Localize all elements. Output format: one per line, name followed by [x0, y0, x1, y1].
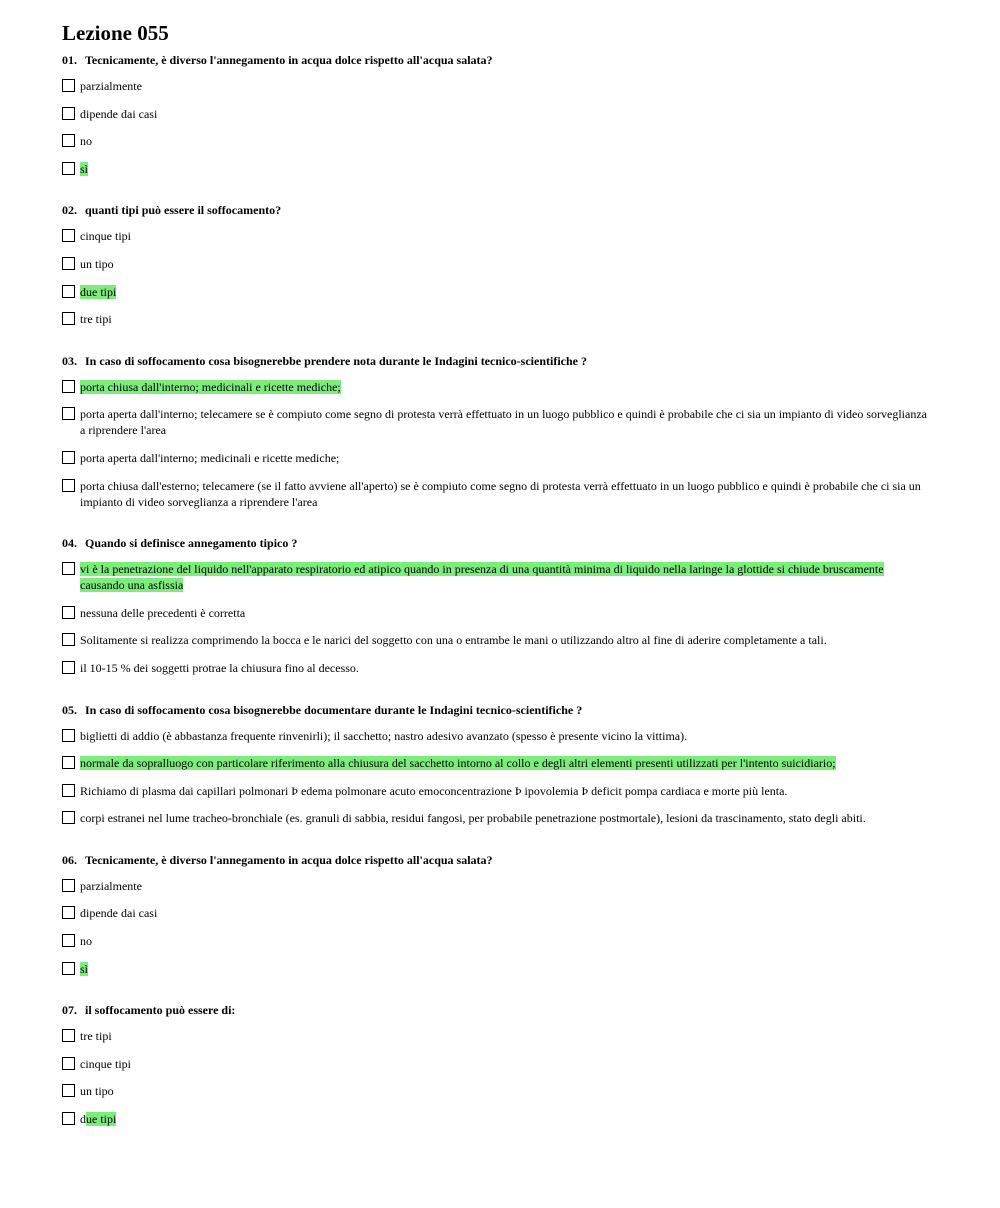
answer-checkbox[interactable] [62, 312, 75, 325]
answer-checkbox[interactable] [62, 479, 75, 492]
answer-checkbox[interactable] [62, 562, 75, 575]
answer-option [62, 783, 930, 799]
question-text: quanti tipi può essere il soffocamento? [85, 203, 282, 218]
answer-checkbox[interactable] [62, 229, 75, 242]
question-text: In caso di soffocamento cosa bisognerebbe prendere nota durante le Indagini tecnico-scientifiche ? [85, 353, 587, 368]
answer-option [62, 1028, 930, 1044]
answer-text: biglietti di addio (è abbastanza frequente rinvenirli); il sacchetto; nastro adesivo avanzato (spesso è presente vicino la vittima). [80, 728, 688, 743]
question-heading [62, 852, 930, 868]
question-spacer [62, 521, 930, 535]
question-text: In caso di soffocamento cosa bisognerebbe documentare durante le Indagini tecnico-scientifiche ? [85, 702, 583, 717]
answer-checkbox[interactable] [62, 729, 75, 742]
answer-text: tre tipi [80, 1029, 112, 1044]
answer-checkbox[interactable] [62, 661, 75, 674]
question-01 [62, 52, 930, 177]
answer-option [62, 311, 930, 327]
answer-option [62, 161, 930, 177]
answer-text: nessuna delle precedenti è corretta [80, 605, 246, 620]
question-03 [62, 353, 930, 510]
answer-checkbox[interactable] [62, 756, 75, 769]
question-list [62, 52, 930, 1127]
answer-checkbox[interactable] [62, 934, 75, 947]
answer-text: porta chiusa dall'esterno; telecamere (se il fatto avviene all'aperto) se è compiuto come segno di protesta verrà effettuato in un luogo pubblico e quindi è probabile che ci sia un impianto di video sorveglianza a riprendere l'area [80, 478, 921, 509]
answer-checkbox[interactable] [62, 606, 75, 619]
answer-checkbox[interactable] [62, 107, 75, 120]
question-05 [62, 702, 930, 827]
answer-option [62, 379, 930, 395]
answer-option [62, 878, 930, 894]
answer-option [62, 284, 930, 300]
answer-checkbox[interactable] [62, 79, 75, 92]
answer-option [62, 561, 930, 593]
answer-option [62, 406, 930, 438]
page-title: Lezione 055 [62, 21, 169, 45]
document-page [62, 20, 930, 1139]
question-heading [62, 353, 930, 369]
answer-text: no [80, 934, 92, 949]
answer-option [62, 660, 930, 676]
question-spacer [62, 988, 930, 1002]
correct-answer-highlight: normale da sopralluogo con particolare riferimento alla chiusura del sacchetto intorno al collo e degli altri elementi presenti utilizzati per l'intento suicidiario; [80, 756, 836, 771]
answer-text: parzialmente [80, 79, 142, 93]
question-number: 04. [62, 536, 77, 551]
correct-answer-highlight: sì [80, 961, 89, 976]
answer-option [62, 228, 930, 244]
answer-text: no [80, 134, 92, 149]
answer-checkbox[interactable] [62, 811, 75, 824]
question-spacer [62, 339, 930, 353]
answer-text: tre tipi [80, 312, 112, 327]
question-heading [62, 1002, 930, 1018]
correct-answer-highlight: sì [80, 161, 89, 176]
question-text: Tecnicamente, è diverso l'annegamento in acqua dolce rispetto all'acqua salata? [85, 53, 493, 67]
answer-text: porta aperta dall'interno; telecamere se è compiuto come segno di protesta verrà effettuato in un luogo pubblico e quindi è probabile che ci sia un impianto di video sorveglianza a riprendere l'area [80, 407, 927, 438]
answer-checkbox[interactable] [62, 879, 75, 892]
correct-answer-highlight: ue tipi [86, 1112, 117, 1127]
answer-option [62, 755, 930, 771]
answer-checkbox[interactable] [62, 1057, 75, 1070]
answer-option [62, 1111, 930, 1127]
question-spacer [62, 188, 930, 202]
answer-text: dipende dai casi [80, 906, 158, 921]
answer-checkbox[interactable] [62, 633, 75, 646]
answer-checkbox[interactable] [62, 1084, 75, 1097]
answer-checkbox[interactable] [62, 1112, 75, 1125]
question-heading [62, 52, 930, 68]
answer-option [62, 1056, 930, 1072]
answer-checkbox[interactable] [62, 1029, 75, 1042]
question-text: il soffocamento può essere di: [85, 1003, 236, 1018]
question-04 [62, 535, 930, 676]
answer-option [62, 632, 930, 648]
answer-checkbox[interactable] [62, 380, 75, 393]
answer-checkbox[interactable] [62, 906, 75, 919]
correct-answer-highlight: porta chiusa dall'interno; medicinali e ricette mediche; [80, 379, 341, 394]
answer-checkbox[interactable] [62, 285, 75, 298]
question-number: 06. [62, 852, 77, 867]
answer-checkbox[interactable] [62, 134, 75, 147]
answer-option [62, 605, 930, 621]
answer-checkbox[interactable] [62, 407, 75, 420]
question-07 [62, 1002, 930, 1127]
question-text: Tecnicamente, è diverso l'annegamento in acqua dolce rispetto all'acqua salata? [85, 852, 493, 867]
answer-option [62, 256, 930, 272]
answer-option [62, 905, 930, 921]
answer-option [62, 106, 930, 122]
answer-text: il 10-15 % dei soggetti protrae la chiusura fino al decesso. [80, 660, 359, 675]
question-number: 01. [62, 53, 77, 67]
answer-option [62, 728, 930, 744]
answer-text: corpi estranei nel lume tracheo-bronchiale (es. granuli di sabbia, residui fangosi, per probabile penetrazione postmortale), lesioni da trascinamento, stato degli abiti. [80, 811, 866, 826]
answer-option [62, 450, 930, 466]
answer-text: cinque tipi [80, 1056, 131, 1071]
question-spacer [62, 838, 930, 852]
question-number: 03. [62, 353, 77, 368]
answer-text: parzialmente [80, 878, 142, 893]
answer-option [62, 78, 930, 94]
question-06 [62, 852, 930, 977]
answer-text: un tipo [80, 1084, 114, 1099]
answer-checkbox[interactable] [62, 784, 75, 797]
question-text: Quando si definisce annegamento tipico ? [85, 536, 298, 551]
answer-checkbox[interactable] [62, 451, 75, 464]
answer-text: cinque tipi [80, 229, 131, 244]
answer-option [62, 1083, 930, 1099]
answer-option [62, 961, 930, 977]
answer-text: d [80, 1112, 86, 1127]
answer-checkbox[interactable] [62, 257, 75, 270]
answer-text: un tipo [80, 256, 114, 271]
correct-answer-highlight: due tipi [80, 284, 117, 299]
answer-option [62, 133, 930, 149]
answer-option [62, 933, 930, 949]
question-number: 02. [62, 203, 77, 218]
question-spacer [62, 688, 930, 702]
question-heading [62, 202, 930, 218]
answer-text: Richiamo di plasma dai capillari polmonari Þ edema polmonare acuto emoconcentrazione Þ ipovolemia Þ deficit pompa cardiaca e morte più lenta. [80, 783, 788, 798]
answer-text: Solitamente si realizza comprimendo la bocca e le narici del soggetto con una o entrambe le mani o utilizzando altro al fine di aderire completamente a tali. [80, 633, 827, 648]
answer-option [62, 478, 930, 510]
question-number: 05. [62, 702, 77, 717]
question-heading [62, 535, 930, 551]
question-number: 07. [62, 1003, 77, 1018]
answer-text: porta aperta dall'interno; medicinali e ricette mediche; [80, 450, 340, 465]
answer-text: dipende dai casi [80, 106, 158, 121]
question-heading [62, 702, 930, 718]
answer-checkbox[interactable] [62, 962, 75, 975]
correct-answer-highlight: vi è la penetrazione del liquido nell'apparato respiratorio ed atipico quando in presenza di una quantità minima di liquido nella laringe la glottide si chiude bruscamente causando una asfissia [80, 562, 884, 593]
question-02 [62, 202, 930, 327]
answer-checkbox[interactable] [62, 162, 75, 175]
answer-option [62, 810, 930, 826]
